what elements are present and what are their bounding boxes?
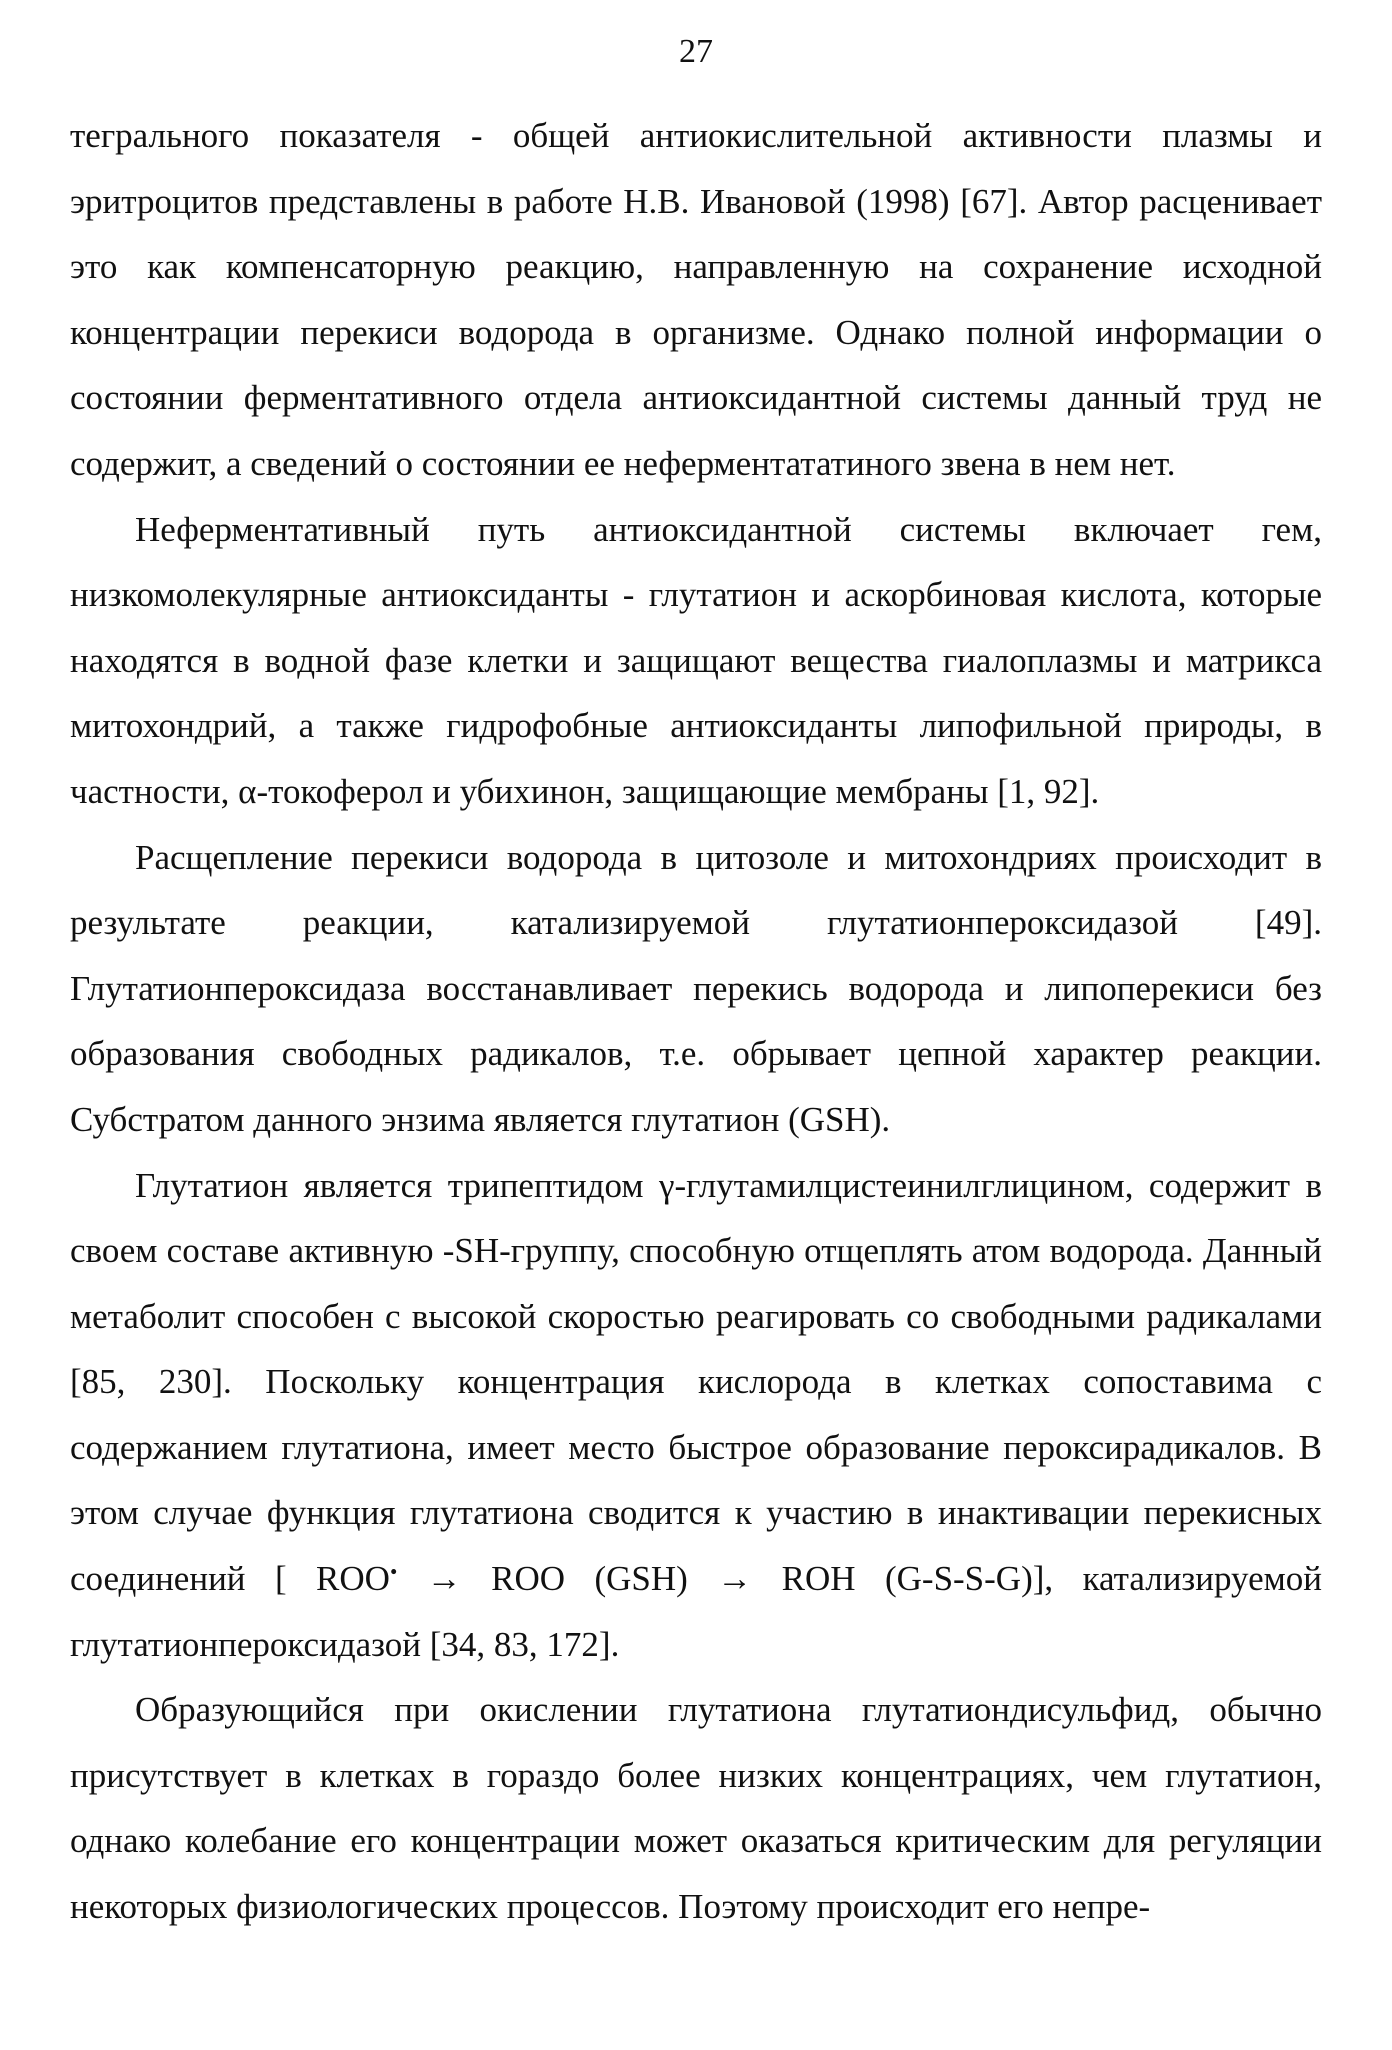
paragraph-4-text-start: Глутатион является трипептидом γ-глутамилцистеинилглицином, содержит в своем составе активную -SH-группу, способную отщеплять атом водорода. Данный метаболит способен с высокой скоростью реагировать со свободными радикалами [85, 230]. Поскольку концентрация кислорода в клетках сопоставима с содержанием глутатиона, имеет место быстрое образование пероксирадикалов. В этом случае функция глутатиона сводится к участию в инактивации перекисных соединений [ ROO — [70, 1165, 1322, 1599]
paragraph-3: Расщепление перекиси водорода в цитозоле и митохондриях происходит в результате реакции, катализируемой глутатионпероксидазой [49]. Глутатионпероксидаза восстанавливает перекись водорода и липоперекиси без образования свободных радикалов, т.е. обрывает цепной характер реакции. Субстратом данного энзима является глутатион (GSH). — [70, 837, 1322, 1139]
page-number: 27 — [679, 33, 713, 70]
radical-dot-superscript: • — [389, 1559, 398, 1584]
paragraph-4-text-end: → ROO (GSH) → ROH (G-S-S-G)], катализируемой глутатионпероксидазой [34, 83, 172]. — [70, 1559, 1322, 1664]
paragraph-5: Образующийся при окислении глутатиона глутатиондисульфид, обычно присутствует в клетках в гораздо более низких концентрациях, чем глутатион, однако колебание его концентрации может оказаться критическим для регуляции некоторых физиологических процессов. Поэтому происходит его непре- — [70, 1690, 1322, 1927]
paragraph-1: тегрального показателя - общей антиокислительной активности плазмы и эритроцитов представлены в работе Н.В. Ивановой (1998) [67]. Автор расценивает это как компенсаторную реакцию, направленную на сохранение исходной концентрации перекиси водорода в организме. Однако полной информации о состоянии ферментативного отдела антиоксидантной системы данный труд не содержит, а сведений о состоянии ее неферментататиного звена в нем нет. — [70, 116, 1322, 483]
paragraph-4 — [70, 1153, 1322, 1678]
paragraph-2: Неферментативный путь антиоксидантной системы включает гем, низкомолекулярные антиоксиданты - глутатион и аскорбиновая кислота, которые находятся в водной фазе клетки и защищают вещества гиалоплазмы и матрикса митохондрий, а также гидрофобные антиоксиданты липофильной природы, в частности, α-токоферол и убихинон, защищающие мембраны [1, 92]. — [70, 509, 1322, 811]
page-body — [70, 103, 1322, 1940]
